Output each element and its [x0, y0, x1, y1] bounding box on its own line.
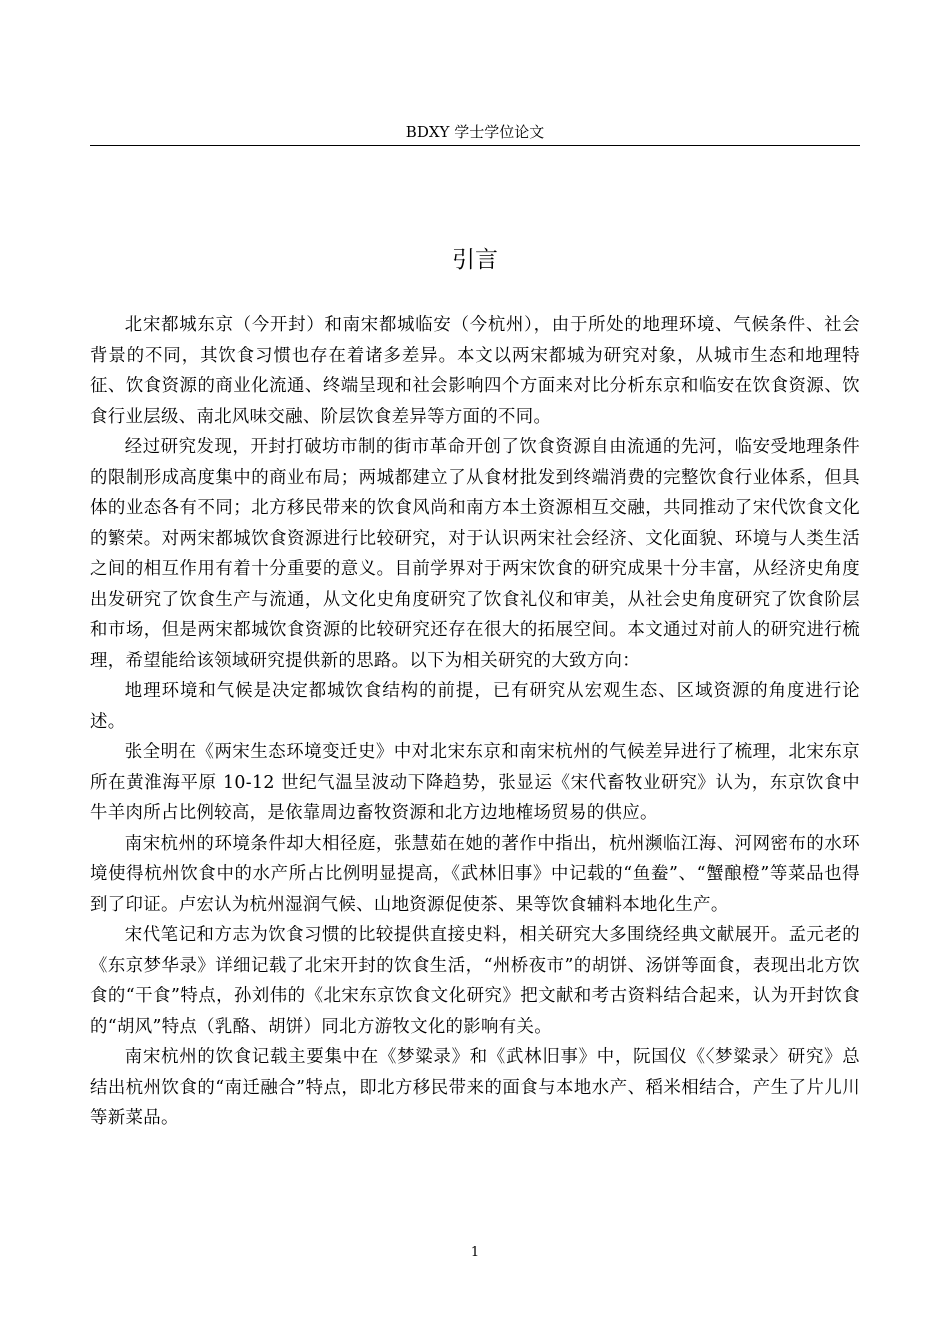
paragraph: 张全明在《两宋生态环境变迁史》中对北宋东京和南宋杭州的气候差异进行了梳理，北宋东京所在黄淮海平原 10-12 世纪气温呈波动下降趋势，张显运《宋代畜牧业研究》认为，东京饮食中牛羊肉所占比例较高，是依靠周边畜牧资源和北方边地榷场贸易的供应。 — [90, 742, 860, 823]
paragraph: 宋代笔记和方志为饮食习惯的比较提供直接史料，相关研究大多围绕经典文献展开。孟元老的《东京梦华录》详细记载了北宋开封的饮食生活，“州桥夜市”的胡饼、汤饼等面食，表现出北方饮食的“干食”特点，孙刘伟的《北宋东京饮食文化研究》把文献和考古资料结合起来，认为开封饮食的“胡风”特点（乳酪、胡饼）同北方游牧文化的影响有关。 — [90, 925, 860, 1037]
header-divider — [90, 145, 860, 146]
running-header: BDXY 学士学位论文 — [405, 123, 545, 141]
page-number: 1 — [470, 1245, 480, 1260]
paragraph: 经过研究发现，开封打破坊市制的街市革命开创了饮食资源自由流通的先河，临安受地理条件的限制形成高度集中的商业布局；两城都建立了从食材批发到终端消费的完整饮食行业体系，但具体的业态各有不同；北方移民带来的饮食风尚和南方本土资源相互交融，共同推动了宋代饮食文化的繁荣。对两宋都城饮食资源进行比较研究，对于认识两宋社会经济、文化面貌、环境与人类生活之间的相互作用有着十分重要的意义。目前学界对于两宋饮食的研究成果十分丰富，从经济史角度出发研究了饮食生产与流通，从文化史角度研究了饮食礼仪和审美，从社会史角度研究了饮食阶层和市场，但是两宋都城饮食资源的比较研究还存在很大的拓展空间。本文通过对前人的研究进行梳理，希望能给该领域研究提供新的思路。以下为相关研究的大致方向： — [90, 437, 860, 671]
section-title: 引言 — [452, 247, 498, 273]
paragraph: 北宋都城东京（今开封）和南宋都城临安（今杭州），由于所处的地理环境、气候条件、社会背景的不同，其饮食习惯也存在着诸多差异。本文以两宋都城为研究对象，从城市生态和地理特征、饮食资源的商业化流通、终端呈现和社会影响四个方面来对比分析东京和临安在饮食资源、饮食行业层级、南北风味交融、阶层饮食差异等方面的不同。 — [90, 315, 860, 427]
paragraph: 地理环境和气候是决定都城饮食结构的前提，已有研究从宏观生态、区域资源的角度进行论述。 — [90, 681, 860, 732]
paragraph: 南宋杭州的饮食记载主要集中在《梦粱录》和《武林旧事》中，阮国仪《〈梦粱录〉研究》总结出杭州饮食的“南迁融合”特点，即北方移民带来的面食与本地水产、稻米相结合，产生了片儿川等新菜品。 — [90, 1047, 860, 1128]
paragraph: 南宋杭州的环境条件却大相径庭，张慧茹在她的著作中指出，杭州濒临江海、河网密布的水环境使得杭州饮食中的水产所占比例明显提高，《武林旧事》中记载的“鱼鲞”、“蟹酿橙”等菜品也得到了印证。卢宏认为杭州湿润气候、山地资源促使茶、果等饮食辅料本地化生产。 — [90, 833, 860, 915]
body-text — [90, 310, 860, 1134]
